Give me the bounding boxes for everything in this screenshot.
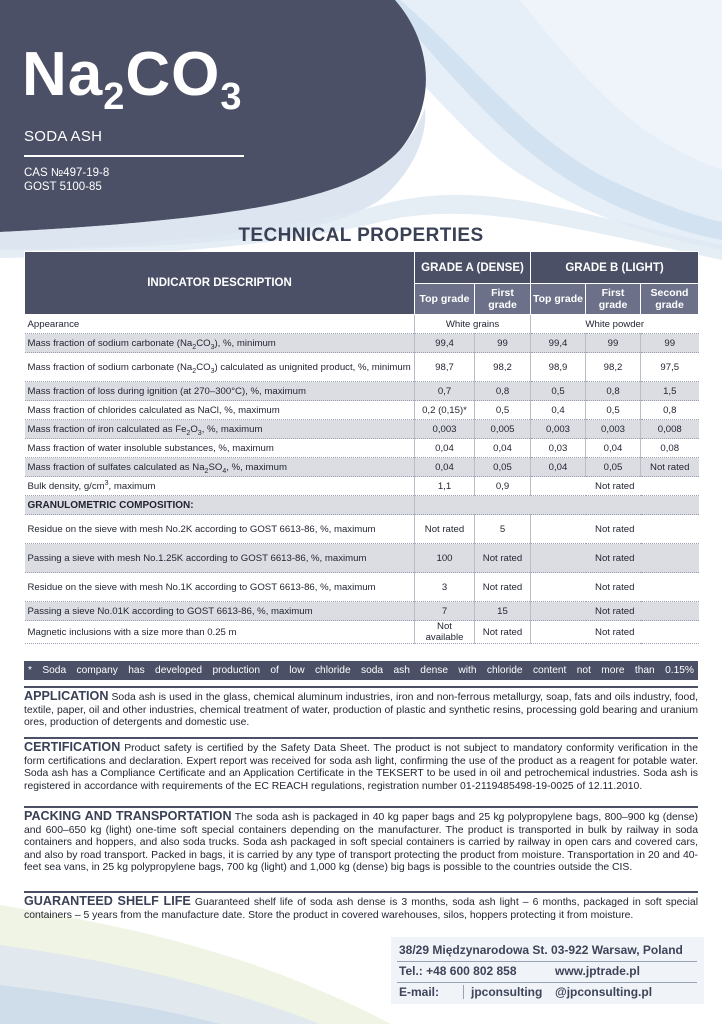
contact-email-user[interactable]: jpconsulting [471,985,543,999]
value-cell: Not rated [531,515,699,544]
value-cell: Not rated [531,573,699,602]
table-row [25,353,699,382]
shelf-life-heading: GUARANTEED SHELF LIFE [24,894,191,908]
contact-email-domain[interactable]: @jpconsulting.pl [555,985,653,999]
table-row [25,334,699,353]
value-cell: Not available [415,621,475,644]
product-subtitle: SODA ASH [24,128,103,145]
indicator-label: Mass fraction of loss during ignition (at 270–300°C), %, maximum [25,382,415,401]
table-row [25,602,699,621]
value-cell: 0,2 (0,15)* [415,401,475,420]
value-cell: 0,04 [415,439,475,458]
product-codes [24,166,109,194]
certification-text: Product safety is certified by the Safety Data Sheet. The product is not subject to mandatory conformity verification in the form certifications and declaration. Expert report was received for soda ash light, confirming the use of the product as a reagent for potable water. Soda ash has a Compliance Certificate and an Application Certificate in the TEKSERT to be used in oil and petrochemical industries. Soda ash is registered in accordance with requirements of the EC REACH regulations, registration number 01-2119485498-19-0025 of 12.11.2010. [24,743,698,792]
value-cell: Not rated [531,544,699,573]
table-row [25,420,699,439]
footnote: * Soda company has developed production of low chloride soda ash dense with chloride content not more than 0.15% [24,661,698,680]
table-row [25,544,699,573]
value-cell: 99 [475,334,531,353]
value-cell: 0,003 [586,420,641,439]
contact-phone: Tel.: +48 600 802 858 [399,964,517,978]
table-row [25,382,699,401]
value-cell: 0,8 [586,382,641,401]
value-cell [415,496,699,515]
value-cell: Not rated [641,458,699,477]
value-cell: Not rated [531,477,699,496]
table-row [25,458,699,477]
indicator-label: Passing a sieve No.01K according to GOST 6613-86, %, maximum [25,602,415,621]
value-cell: 0,8 [641,401,699,420]
contact-block [391,937,704,1004]
application-text: Soda ash is used in the glass, chemical aluminum industries, iron and non-ferrous metallurgy, soap, fats and oils industry, food, textile, paper, oil and other industries, chemical treatment of water, production of plastic and synthetic resins, processing gold bearing and uranium ores, production of detergents and domestic use. [24,692,698,729]
header-grade-a-top: Top grade [415,284,475,315]
value-cell: 100 [415,544,475,573]
chemical-formula: $Na_2CO_3$ [22,40,243,118]
value-cell: 98,7 [415,353,475,382]
table-row [25,477,699,496]
value-cell: 5 [475,515,531,544]
value-cell: 98,2 [475,353,531,382]
value-cell: 0,05 [586,458,641,477]
value-cell: 98,2 [586,353,641,382]
value-cell: 99,4 [531,334,586,353]
value-cell: Not rated [475,544,531,573]
table-row [25,496,699,515]
value-cell: 99 [586,334,641,353]
value-cell: 1,5 [641,382,699,401]
contact-divider [397,982,697,983]
value-cell: White grains [415,315,531,334]
value-cell: 0,003 [415,420,475,439]
packing-section [24,810,698,875]
indicator-label: Mass fraction of sodium carbonate $(Na_2CO_3)$ calculated as unignited product, %, minimum [25,353,415,382]
gost-number: GOST 5100-85 [24,181,102,193]
indicator-label: Residue on the sieve with mesh No.2K according to GOST 6613-86, %, maximum [25,515,415,544]
header-grade-a-first: First grade [475,284,531,315]
value-cell: 0,05 [475,458,531,477]
header-grade-b-top: Top grade [531,284,586,315]
indicator-label: Magnetic inclusions with a size more than 0.25 m [25,621,415,644]
shelf-life-text: Guaranteed shelf life of soda ash dense is 3 months, soda ash light – 6 months, packaged in soft special containers – 5 years from the manufacture date. Store the product in covered warehouses, silos, hoppers protecting it from moisture. [24,897,698,921]
header-grade-b-first: First grade [586,284,641,315]
value-cell: Not rated [475,621,531,644]
shelf-life-section [24,895,698,922]
table-row [25,515,699,544]
contact-website-link[interactable]: www.jptrade.pl [555,964,640,978]
indicator-label: Mass fraction of sodium carbonate $(Na_2CO_3)$, %, minimum [25,334,415,353]
value-cell: Not rated [531,621,699,644]
certification-heading: CERTIFICATION [24,740,121,754]
divider-application [24,686,698,688]
section-title: TECHNICAL PROPERTIES [238,225,484,246]
value-cell: Not rated [531,602,699,621]
indicator-label: Appearance [25,315,415,334]
value-cell: 1,1 [415,477,475,496]
value-cell: 0,008 [641,420,699,439]
packing-heading: PACKING AND TRANSPORTATION [24,809,232,823]
properties-table [24,251,699,644]
value-cell: 3 [415,573,475,602]
value-cell: 7 [415,602,475,621]
value-cell: 99 [641,334,699,353]
header-grade-b: GRADE B (LIGHT) [531,252,699,284]
indicator-label: Mass fraction of iron calculated as $Fe_2O_3$, %, maximum [25,420,415,439]
indicator-label: GRANULOMETRIC COMPOSITION: [25,496,415,515]
value-cell: 97,5 [641,353,699,382]
value-cell: 0,04 [475,439,531,458]
table-row [25,315,699,334]
header-grade-a: GRADE A (DENSE) [415,252,531,284]
value-cell: 99,4 [415,334,475,353]
value-cell: 0,04 [531,458,586,477]
indicator-label: Mass fraction of sulfates calculated as $Na_2SO_4$, %, maximum [25,458,415,477]
value-cell: 0,04 [415,458,475,477]
header-grade-b-second: Second grade [641,284,699,315]
table-row [25,621,699,644]
table-row [25,401,699,420]
value-cell: 0,5 [586,401,641,420]
value-cell: 98,9 [531,353,586,382]
application-heading: APPLICATION [24,689,109,703]
value-cell: Not rated [475,573,531,602]
divider-shelf [24,891,698,893]
value-cell: 0,5 [475,401,531,420]
value-cell: 0,03 [531,439,586,458]
indicator-label: Residue on the sieve with mesh No.1K according to GOST 6613-86, %, maximum [25,573,415,602]
value-cell: 0,005 [475,420,531,439]
indicator-label: Bulk density, $g/cm^3$, maximum [25,477,415,496]
contact-divider [397,961,697,962]
cas-number: CAS №497-19-8 [24,167,110,179]
divider-packing [24,806,698,808]
indicator-label: Passing a sieve with mesh No.1.25K according to GOST 6613-86, %, maximum [25,544,415,573]
value-cell: 0,8 [475,382,531,401]
table-body [25,315,699,644]
contact-email-label: E-mail: [399,985,440,999]
header-indicator-description: INDICATOR DESCRIPTION [25,252,415,315]
value-cell: 0,5 [531,382,586,401]
value-cell: 0,04 [586,439,641,458]
contact-separator [463,985,464,999]
application-section [24,690,698,730]
indicator-label: Mass fraction of chlorides calculated as NaCl, %, maximum [25,401,415,420]
value-cell: 15 [475,602,531,621]
header-divider [24,155,244,157]
packing-text: The soda ash is packaged in 40 kg paper bags and 25 kg polypropylene bags, 800–900 kg (dense) and 600–650 kg (light) one-time soft special containers depending on the manufacturer. The product is transported in bulk by railway in soda containers and hoppers, and also soda trucks. Soda ash packaged in soft special containers is carried by railway in open cars and covered cars, and also by road transport. Packed in bags, it is carried by any type of transport protecting the product from moisture. Transportation in 20 and 40-feet sea vans, in 25 kg polypropylene bags, 700 kg (light) and 1,000 kg (dense) big bags is possible to the countries outside the CIS. [24,812,699,874]
contact-address: 38/29 Międzynarodowa St. 03-922 Warsaw, Poland [399,943,683,957]
value-cell: Not rated [415,515,475,544]
certification-section [24,741,698,793]
value-cell: White powder [531,315,699,334]
indicator-label: Mass fraction of water insoluble substances, %, maximum [25,439,415,458]
value-cell: 0,9 [475,477,531,496]
value-cell: 0,7 [415,382,475,401]
value-cell: 0,4 [531,401,586,420]
value-cell: 0,003 [531,420,586,439]
table-row [25,439,699,458]
divider-certification [24,737,698,739]
value-cell: 0,08 [641,439,699,458]
table-row [25,573,699,602]
